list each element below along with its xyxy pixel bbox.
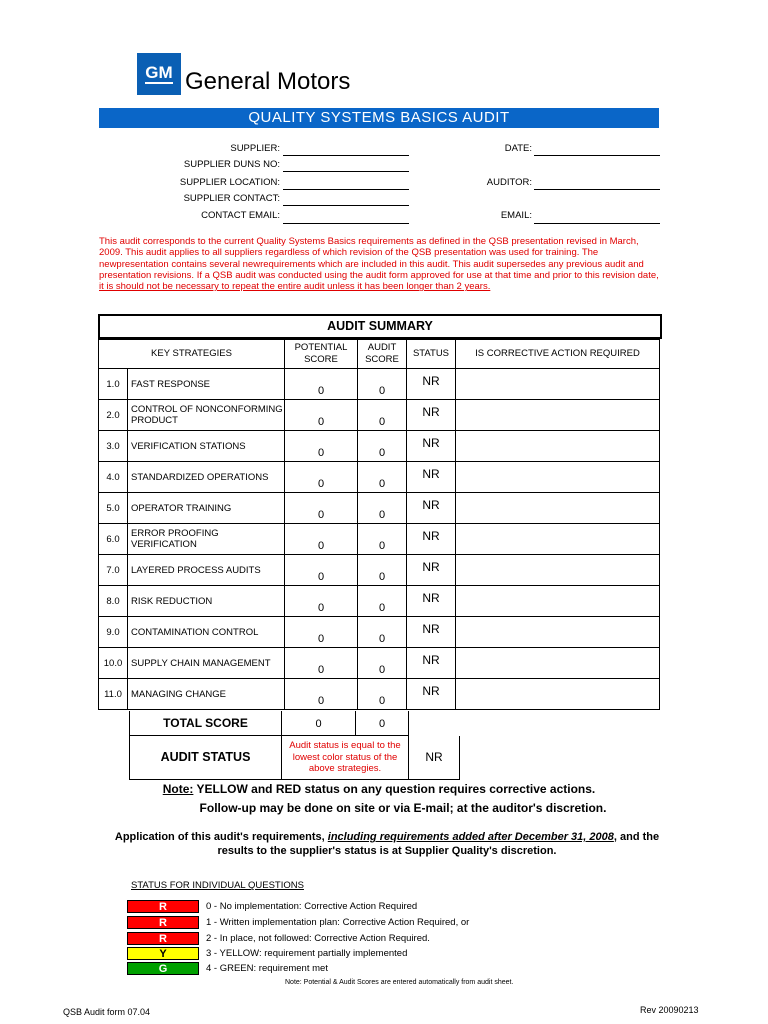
total-score-label-cell <box>129 711 282 736</box>
table-row <box>99 617 660 648</box>
date-field[interactable] <box>534 155 660 156</box>
status-swatch: R <box>127 932 199 945</box>
strategy-number: 3.0 <box>99 431 128 462</box>
page-title: QUALITY SYSTEMS BASICS AUDIT <box>99 108 659 128</box>
corrective-action-cell[interactable] <box>456 586 660 617</box>
strategy-name: ERROR PROOFING VERIFICATION <box>128 524 285 555</box>
audit-status-label: AUDIT STATUS <box>129 736 282 780</box>
header-status: STATUS <box>407 340 456 369</box>
status-value: NR <box>407 493 456 524</box>
strategy-number: 9.0 <box>99 617 128 648</box>
audit-score: 0 <box>358 586 407 617</box>
strategy-number: 11.0 <box>99 679 128 710</box>
table-row <box>99 524 660 555</box>
audit-score: 0 <box>358 431 407 462</box>
location-field[interactable] <box>283 189 409 190</box>
potential-score: 0 <box>285 679 358 710</box>
status-description: 1 - Written implementation plan: Corrective Action Required, or <box>206 917 470 928</box>
header-potential-score: POTENTIAL SCORE <box>285 340 358 369</box>
strategy-name: SUPPLY CHAIN MANAGEMENT <box>128 648 285 679</box>
status-value: NR <box>407 586 456 617</box>
duns-field[interactable] <box>283 171 409 172</box>
status-value: NR <box>407 617 456 648</box>
strategy-name: VERIFICATION STATIONS <box>128 431 285 462</box>
table-row <box>99 431 660 462</box>
table-row <box>99 493 660 524</box>
potential-score: 0 <box>285 586 358 617</box>
corrective-action-cell[interactable] <box>456 462 660 493</box>
strategy-name: CONTAMINATION CONTROL <box>128 617 285 648</box>
table-row <box>99 648 660 679</box>
strategy-number: 6.0 <box>99 524 128 555</box>
note-text: Note: YELLOW and RED status on any question requires corrective actions. <box>162 782 596 796</box>
status-value: NR <box>407 648 456 679</box>
audit-summary-title: AUDIT SUMMARY <box>98 314 662 339</box>
audit-status-note: Audit status is equal to the lowest color status of the above strategies. <box>282 736 409 780</box>
status-description: 0 - No implementation: Corrective Action Required <box>206 901 418 912</box>
total-potential-score: 0 <box>282 711 356 736</box>
audit-score: 0 <box>358 617 407 648</box>
status-legend-title: STATUS FOR INDIVIDUAL QUESTIONS <box>131 880 304 891</box>
corrective-action-cell[interactable] <box>456 648 660 679</box>
status-value: NR <box>407 462 456 493</box>
table-row <box>99 462 660 493</box>
table-header-row <box>99 340 660 369</box>
corrective-action-cell[interactable] <box>456 369 660 400</box>
application-text: Application of this audit's requirements, including requirements added after December 31, 2008, and the results to the supplier's status is at Supplier Quality's discretion. <box>114 831 660 857</box>
audit-score: 0 <box>358 400 407 431</box>
potential-score: 0 <box>285 462 358 493</box>
audit-score: 0 <box>358 648 407 679</box>
audit-summary-table <box>98 339 660 710</box>
total-score-label: TOTAL SCORE <box>163 716 248 730</box>
status-swatch: G <box>127 962 199 975</box>
table-row <box>99 400 660 431</box>
status-description: 2 - In place, not followed: Corrective Action Required. <box>206 933 430 944</box>
total-audit-score: 0 <box>356 711 409 736</box>
label-contact: SUPPLIER CONTACT: <box>183 193 280 204</box>
corrective-action-cell[interactable] <box>456 493 660 524</box>
strategy-name: RISK REDUCTION <box>128 586 285 617</box>
corrective-action-cell[interactable] <box>456 555 660 586</box>
email-field[interactable] <box>534 223 660 224</box>
potential-score: 0 <box>285 617 358 648</box>
table-row <box>99 555 660 586</box>
company-name: General Motors <box>185 68 351 95</box>
followup-text: Follow-up may be done on site or via E-mail; at the auditor's discretion. <box>199 801 607 815</box>
audit-score: 0 <box>358 679 407 710</box>
label-location: SUPPLIER LOCATION: <box>179 177 280 188</box>
audit-score: 0 <box>358 369 407 400</box>
disclaimer-text: This audit corresponds to the current Quality Systems Basics requirements as defined in the QSB presentation revised in March, 2009. This audit applies to all suppliers regardless of which revision of the QSB presentation was used for training. The newpresentation contains several newrequirements which are included in this audit. This audit supersedes any previous audit and presentation revisions. If a QSB audit was conducted using the audit form approved for use at that time and prior to this revision date, it is should not be necessary to repeat the entire audit unless it has been longer than 2 years. <box>99 236 659 293</box>
potential-score: 0 <box>285 400 358 431</box>
contact-field[interactable] <box>283 205 409 206</box>
audit-score: 0 <box>358 524 407 555</box>
corrective-action-cell[interactable] <box>456 617 660 648</box>
strategy-number: 2.0 <box>99 400 128 431</box>
corrective-action-cell[interactable] <box>456 524 660 555</box>
strategy-number: 4.0 <box>99 462 128 493</box>
strategy-name: LAYERED PROCESS AUDITS <box>128 555 285 586</box>
audit-score: 0 <box>358 555 407 586</box>
contact-email-field[interactable] <box>283 223 409 224</box>
potential-score: 0 <box>285 369 358 400</box>
strategy-name: STANDARDIZED OPERATIONS <box>128 462 285 493</box>
gm-logo: GM <box>137 53 181 95</box>
header-audit-score: AUDIT SCORE <box>358 340 407 369</box>
supplier-field[interactable] <box>283 155 409 156</box>
status-swatch: R <box>127 900 199 913</box>
strategy-number: 10.0 <box>99 648 128 679</box>
strategy-name: FAST RESPONSE <box>128 369 285 400</box>
revision: Rev 20090213 <box>640 1005 699 1015</box>
status-value: NR <box>407 400 456 431</box>
label-auditor: AUDITOR: <box>486 177 532 188</box>
status-value: NR <box>407 555 456 586</box>
status-value: NR <box>407 431 456 462</box>
strategy-number: 7.0 <box>99 555 128 586</box>
strategy-name: MANAGING CHANGE <box>128 679 285 710</box>
footer-note: Note: Potential & Audit Scores are entered automatically from audit sheet. <box>285 979 514 986</box>
status-swatch: Y <box>127 947 199 960</box>
strategy-number: 5.0 <box>99 493 128 524</box>
auditor-field[interactable] <box>534 189 660 190</box>
status-value: NR <box>407 679 456 710</box>
corrective-action-cell[interactable] <box>456 679 660 710</box>
potential-score: 0 <box>285 648 358 679</box>
strategy-name: CONTROL OF NONCONFORMING PRODUCT <box>128 400 285 431</box>
status-description: 3 - YELLOW: requirement partially implemented <box>206 948 408 959</box>
status-swatch: R <box>127 916 199 929</box>
status-value: NR <box>407 369 456 400</box>
strategy-number: 1.0 <box>99 369 128 400</box>
status-description: 4 - GREEN: requirement met <box>206 963 328 974</box>
corrective-action-cell[interactable] <box>456 431 660 462</box>
form-version: QSB Audit form 07.04 <box>63 1007 151 1017</box>
audit-score: 0 <box>358 462 407 493</box>
label-supplier: SUPPLIER: <box>230 143 280 154</box>
corrective-action-cell[interactable] <box>456 400 660 431</box>
label-email: EMAIL: <box>500 210 532 221</box>
table-row <box>99 369 660 400</box>
strategy-name: OPERATOR TRAINING <box>128 493 285 524</box>
potential-score: 0 <box>285 555 358 586</box>
strategy-number: 8.0 <box>99 586 128 617</box>
potential-score: 0 <box>285 431 358 462</box>
header-corrective-action: IS CORRECTIVE ACTION REQUIRED <box>456 340 660 369</box>
label-date: DATE: <box>504 143 532 154</box>
table-row <box>99 586 660 617</box>
note-label: Note: <box>162 782 194 796</box>
audit-score: 0 <box>358 493 407 524</box>
label-duns: SUPPLIER DUNS NO: <box>183 159 280 170</box>
potential-score: 0 <box>285 493 358 524</box>
potential-score: 0 <box>285 524 358 555</box>
label-contact-email: CONTACT EMAIL: <box>201 210 280 221</box>
audit-status-value: NR <box>409 736 460 780</box>
table-row <box>99 679 660 710</box>
header-key-strategies: KEY STRATEGIES <box>99 340 285 369</box>
status-value: NR <box>407 524 456 555</box>
